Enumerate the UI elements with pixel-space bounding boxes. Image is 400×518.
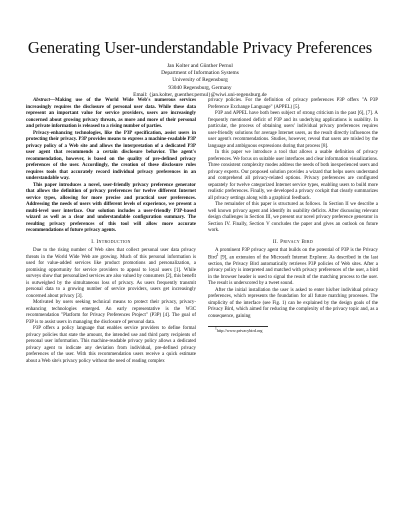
left-column [26,98,196,365]
body-paragraph: P3P offers a policy language that enables service providers to define formal privacy policies that state the amount, the intended use and third party recipients of personal user information. This machine-readable privacy policy allows a dedicated privacy agent to indicate any deviation from individual, pre-defined privacy preferences of the user. With this recommendation users receive a quick estimate about a Web site's privacy policy without the need of reading complex [26,326,196,364]
abstract [26,98,196,235]
author-email: Email: {jan.kolter, guenther.pernul}@wiwi.uni-regensburg.de [133,91,267,98]
author-names: Jan Kolter and Günther Pernul [167,63,233,69]
body-paragraph: After the initial installation the user is asked to enter his/her individual privacy preferences, which represents the foundation for all future matching processes. The simplicity of the interface (see Fig. 1) can be explained by the design goals of the Privacy Bird, which aimed for reducing the complexity of the privacy topic and, as a consequence, gaining [208,287,378,319]
body-paragraph: Due to the rising number of Web sites that collect personal user data privacy threats in the World Wide Web are growing. Much of this personal information is used for value-added services like product promotions and personalization, a promising opportunity for service providers to appeal to loyal users [1]. While surveys show that personalized services are also valued by consumers [2], this benefit is outweighed by the simultaneous loss of privacy. As users frequently transmit personal data to a growing number of service providers, users get increasingly concerned about privacy [3]. [26,248,196,299]
abstract-paragraph: Privacy-enhancing technologies, like the P3P specification, assist users in protecting their privacy. P3P provides means to express a machine-readable P3P privacy policy of a Web site and allows the interpretation of a dedicated P3P user agent that recommends a certain disclosure behavior. The agent's recommendation, however, is based on the quality of pre-defined privacy preferences of the user. Accordingly, the creation of these disclosure rules requires tools that accurately record individual privacy preferences in an understandable way. [26,130,196,181]
body-paragraph: In this paper we introduce a tool that allows a usable definition of privacy preferences. We focus on suitable user interfaces and clear information visualizations. Three consistent complexity modes address the needs of both inexperienced users and privacy experts. Our proposed solution provides a wizard that helps users understand and comprehend all privacy-related options. Privacy preferences are configured separately for twelve categorized Internet service types, enabling users to build more realistic preferences. Finally, we developed a privacy cockpit that clearly summarizes all privacy settings along with a graphical feedback. [208,150,378,201]
body-paragraph: A prominent P3P privacy agent that builds on the potential of P3P is the Privacy Bird$^1$ [9], an extension of the Microsoft Internet Explorer. As described in the last section, the Privacy Bird automatically retrieves P3P policies of Web sites. After a privacy policy is interpreted and matched with privacy preferences of the user, a bird in the browser header is used to signal the result of the matching process to the user. The result is underscored by a tweet sound. [208,248,378,287]
author-block [0,63,400,99]
section-heading-introduction: I. Introduction [91,238,131,245]
footnote-mark: 1 [216,252,219,257]
author-address: 93040 Regensburg, Germany [168,84,232,91]
body-paragraph: The remainder of this paper is structured as follows. In Section II we describe a well known privacy agent and identify its usability deficits. After discussing relevant design challenges in Section III, we present our novel privacy preference generator in Section IV. Finally, Section V concludes the paper and gives an outlook on future work. [208,202,378,233]
author-university: University of Regensburg [172,77,228,84]
body-paragraph: Motivated by users seeking technical means to protect their privacy, privacy-enhancing technologies emerged. An early representative is the W3C recommendation "Platform for Privacy Preferences Project" (P3P) [4]. The goal of P3P is to assist users in managing the disclosure of personal data. [26,300,196,325]
section-heading-privacy-bird: II. Privacy Bird [272,238,314,245]
abstract-paragraph: This paper introduces a novel, user-friendly privacy preference generator that allows the definition of privacy preferences for twelve different Internet service types, allowing for more precise and practical user preferences. Addressing the needs of users with different levels of experience, we present a multi-level user interface. Our solution includes a user-friendly P3P-based wizard as well as a clear and understandable configuration summary. The resulting privacy preferences of this tool will allow more accurate recommendations of future privacy agents. [26,182,196,233]
footnote-link[interactable]: http://www.privacybird.org [216,328,263,334]
abstract-label: Abstract [33,98,51,103]
right-column [208,98,378,333]
author-department: Department of Information Systems [161,70,239,77]
body-paragraph: P3P and APPEL have both been subject of strong criticism in the past [6], [7]. A frequently mentioned deficit of P3P and its underlying applications is usability. In particular, the process of obtaining users' individual privacy preferences requires user-friendly solutions for average Internet users, as the result directly influences the user agent's recommendations. Studies, however, reveal that users are misled by the language and ambiguous expressions during that process [8]. [208,111,378,149]
abstract-paragraph: Abstract—Making use of the World Wide Web's numerous services increasingly requires the disclosure of personal user data. While these data represent an important value for service providers, users are increasingly concerned about growing privacy threats, as more and more of their personal and private information is released to a rising number of parties. [26,98,196,129]
body-paragraph: privacy policies. For the definition of privacy preferences P3P offers "A P3P Preference Exchange Language" (APPEL) [5]. [208,98,378,110]
paper-title: Generating User-understandable Privacy Preferences [27,38,373,57]
footnote-divider [208,326,268,327]
footnote: 1http://www.privacybird.org [215,326,263,334]
